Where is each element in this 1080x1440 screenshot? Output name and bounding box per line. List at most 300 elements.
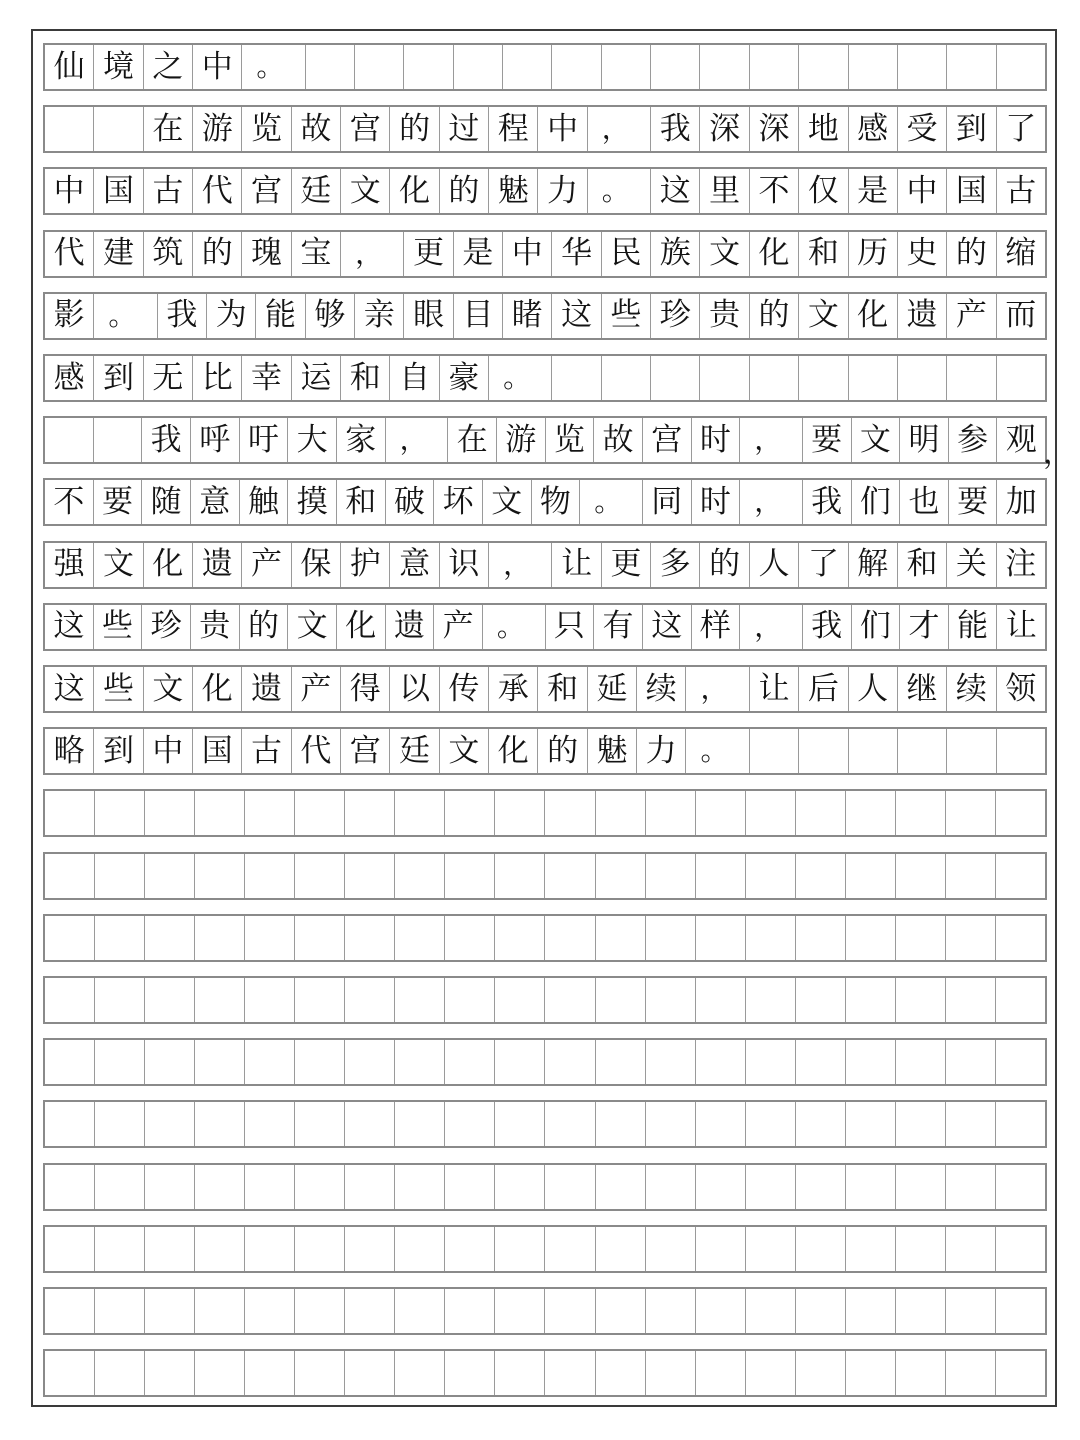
grid-cell-empty [796, 978, 846, 1022]
grid-cell-character: 感 [45, 356, 94, 400]
grid-cell-empty [596, 1165, 646, 1209]
grid-cell-empty [495, 916, 545, 960]
grid-cell-empty [846, 1040, 896, 1084]
grid-cell-character: 触 [240, 480, 289, 524]
grid-cell-empty [495, 1351, 545, 1395]
grid-cell-empty [746, 1102, 796, 1146]
grid-cell-character: 意 [191, 480, 240, 524]
grid-cell-character: 时 [692, 480, 741, 524]
grid-cell-empty [95, 1227, 145, 1271]
grid-cell-empty [846, 791, 896, 835]
grid-cell-empty [245, 1102, 295, 1146]
grid-cell-character: 延 [588, 667, 637, 711]
grid-cell-character: 华 [552, 232, 601, 276]
grid-cell-empty [896, 1165, 946, 1209]
grid-cell-empty [696, 1351, 746, 1395]
grid-cell-character: 不 [45, 480, 94, 524]
grid-cell-character: 故 [594, 418, 643, 462]
grid-cell-empty [395, 1289, 445, 1333]
grid-cell-character: 的 [390, 107, 439, 151]
grid-cell-empty [646, 854, 696, 898]
grid-row [43, 914, 1047, 962]
grid-cell-empty [45, 1351, 95, 1395]
grid-cell-character: ， [740, 418, 803, 462]
grid-cell-empty [696, 916, 746, 960]
grid-cell-character: 眼 [404, 294, 453, 338]
grid-cell-character: 到 [947, 107, 996, 151]
grid-cell-character: 要 [94, 480, 143, 524]
grid-cell-empty [651, 356, 700, 400]
grid-cell-character: 。 [580, 480, 643, 524]
grid-cell-character: 文 [341, 169, 390, 213]
grid-cell-empty [846, 916, 896, 960]
grid-cell-empty [454, 45, 503, 89]
grid-cell-character: 家 [337, 418, 386, 462]
grid-cell-empty [295, 978, 345, 1022]
grid-cell-empty [896, 1227, 946, 1271]
grid-row [43, 354, 1047, 402]
grid-cell-character: 到 [94, 729, 143, 773]
grid-cell-character: 目 [454, 294, 503, 338]
grid-cell-empty [495, 1102, 545, 1146]
grid-cell-character: 样 [692, 605, 741, 649]
grid-row [43, 1038, 1047, 1086]
grid-cell-character: 里 [700, 169, 749, 213]
grid-cell-empty [996, 1102, 1045, 1146]
grid-cell-empty [395, 1165, 445, 1209]
grid-cell-character: 力 [637, 729, 686, 773]
grid-cell-character: 为 [207, 294, 256, 338]
grid-cell-empty [445, 1040, 495, 1084]
grid-cell-empty [896, 1102, 946, 1146]
grid-cell-empty [896, 1351, 946, 1395]
grid-cell-empty [796, 1165, 846, 1209]
grid-cell-empty [997, 45, 1045, 89]
grid-cell-empty [95, 1165, 145, 1209]
grid-cell-empty [95, 1040, 145, 1084]
grid-cell-character: 。 [686, 729, 749, 773]
grid-cell-empty [596, 1351, 646, 1395]
grid-cell-character: 的 [750, 294, 799, 338]
grid-cell-character: 中 [193, 45, 242, 89]
grid-cell-character: 游 [497, 418, 546, 462]
grid-cell-character: 大 [288, 418, 337, 462]
grid-cell-character: 我 [803, 605, 852, 649]
grid-cell-character: 破 [386, 480, 435, 524]
grid-row [43, 230, 1047, 278]
grid-cell-character: 化 [390, 169, 439, 213]
grid-cell-empty [946, 1165, 996, 1209]
grid-cell-character: 化 [849, 294, 898, 338]
grid-cell-empty [796, 854, 846, 898]
grid-cell-empty [746, 854, 796, 898]
grid-cell-empty [395, 1102, 445, 1146]
grid-cell-character: 产 [242, 543, 291, 587]
grid-cell-character: 强 [45, 543, 94, 587]
grid-cell-empty [445, 978, 495, 1022]
grid-cell-empty [796, 1102, 846, 1146]
grid-cell-character: 睹 [503, 294, 552, 338]
grid-row [43, 976, 1047, 1024]
grid-cell-empty [746, 1165, 796, 1209]
grid-cell-character: 宫 [242, 169, 291, 213]
grid-cell-character: 古 [1005, 172, 1037, 209]
grid-cell-character: 加 [1005, 483, 1037, 520]
grid-cell-empty [750, 729, 799, 773]
grid-cell-empty [596, 1040, 646, 1084]
overflow-punctuation: ， [1043, 436, 1073, 472]
grid-cell-empty [195, 1227, 245, 1271]
grid-cell-character: 注 [1005, 546, 1037, 583]
grid-cell-empty [696, 791, 746, 835]
grid-cell-character: 这 [651, 169, 700, 213]
grid-cell-empty [345, 978, 395, 1022]
grid-cell-empty [997, 356, 1045, 400]
grid-cell-character: 到 [94, 356, 143, 400]
grid-cell-character: 护 [341, 543, 390, 587]
grid-cell-character: 。 [588, 169, 651, 213]
grid-cell-empty [846, 978, 896, 1022]
grid-cell-character: 宫 [643, 418, 692, 462]
grid-cell-empty [345, 791, 395, 835]
grid-cell-empty [896, 978, 946, 1022]
grid-cell-character: 遗 [386, 605, 435, 649]
grid-cell-empty [898, 356, 947, 400]
grid-cell-character: 摸 [288, 480, 337, 524]
grid-cell-empty [646, 1040, 696, 1084]
grid-cell-empty [45, 1102, 95, 1146]
grid-cell-empty [95, 1289, 145, 1333]
grid-cell-empty [445, 1351, 495, 1395]
grid-cell-character: 解 [849, 543, 898, 587]
grid-cell-character: 感 [849, 107, 898, 151]
grid-cell-empty [696, 978, 746, 1022]
grid-cell-empty [145, 1102, 195, 1146]
grid-cell-empty [345, 1040, 395, 1084]
grid-cell-character: 领 [1005, 670, 1037, 707]
grid-cell-character: 故 [292, 107, 341, 151]
grid-cell-character: 瑰 [242, 232, 291, 276]
grid-cell-character: 观 [1005, 421, 1037, 458]
grid-cell-empty [849, 356, 898, 400]
grid-cell-empty [596, 1227, 646, 1271]
grid-cell-character: 明 [900, 418, 949, 462]
grid-cell-character: 珍 [651, 294, 700, 338]
grid-cell-empty [295, 1289, 345, 1333]
grid-row [43, 665, 1047, 713]
grid-cell-empty [596, 1289, 646, 1333]
grid-cell-empty [947, 729, 996, 773]
grid-cell-empty [245, 1227, 295, 1271]
grid-cell-empty [996, 1040, 1045, 1084]
grid-cell-character: 化 [144, 543, 193, 587]
grid-cell-empty [545, 916, 595, 960]
grid-cell-empty [996, 1289, 1045, 1333]
grid-cell-empty [846, 854, 896, 898]
grid-cell-character: 要 [949, 480, 998, 524]
grid-cell-empty [596, 854, 646, 898]
grid-cell-empty [245, 854, 295, 898]
grid-cell-empty [946, 978, 996, 1022]
grid-cell-character: 宝 [292, 232, 341, 276]
grid-cell-character: 览 [546, 418, 595, 462]
grid-cell-character: 略 [45, 729, 94, 773]
grid-cell-character: ， [740, 605, 803, 649]
grid-cell-empty [45, 791, 95, 835]
grid-cell-character: 些 [94, 605, 143, 649]
grid-cell-character: 我 [651, 107, 700, 151]
grid-cell-character: 自 [390, 356, 439, 400]
grid-cell-character: 史 [898, 232, 947, 276]
grid-cell-character: 文 [288, 605, 337, 649]
grid-cell-character: 在 [448, 418, 497, 462]
grid-cell-empty [796, 791, 846, 835]
grid-cell-character: 们 [852, 605, 901, 649]
grid-cell-character: 能 [949, 605, 998, 649]
grid-cell-empty [750, 45, 799, 89]
grid-cell-character: 缩 [1005, 235, 1037, 272]
grid-cell-character: 文 [799, 294, 848, 338]
grid-cell-empty [45, 107, 94, 151]
grid-cell-empty [345, 1351, 395, 1395]
grid-cell-character: 文 [852, 418, 901, 462]
grid-cell-empty [846, 1227, 896, 1271]
grid-cell-empty [946, 791, 996, 835]
grid-cell-empty [145, 854, 195, 898]
grid-cell-empty [94, 418, 143, 462]
grid-cell-empty [195, 978, 245, 1022]
grid-cell-character: 我 [142, 418, 191, 462]
grid-cell-empty [696, 1289, 746, 1333]
grid-cell-empty [700, 356, 749, 400]
grid-cell-empty [946, 1102, 996, 1146]
grid-cell-character: 物 [532, 480, 581, 524]
grid-cell-empty [245, 1165, 295, 1209]
grid-cell-character: 随 [142, 480, 191, 524]
grid-cell-empty [445, 1227, 495, 1271]
grid-cell-character: 意 [390, 543, 439, 587]
grid-cell-empty [345, 1102, 395, 1146]
grid-cell-empty [602, 356, 651, 400]
grid-cell-empty [746, 1227, 796, 1271]
grid-cell-empty [145, 916, 195, 960]
grid-cell-empty [195, 1351, 245, 1395]
grid-cell-empty [245, 916, 295, 960]
grid-cell-character: 同 [643, 480, 692, 524]
grid-cell-empty [45, 978, 95, 1022]
grid-cell-empty [996, 1351, 1045, 1395]
grid-cell-character: 过 [440, 107, 489, 151]
grid-cell-empty [796, 1040, 846, 1084]
grid-cell-empty [696, 1102, 746, 1146]
grid-cell-empty [545, 791, 595, 835]
grid-cell-empty [996, 791, 1045, 835]
grid-cell-empty [646, 1102, 696, 1146]
grid-cell-empty [295, 916, 345, 960]
grid-cell-character: 古 [144, 169, 193, 213]
grid-cell-empty [796, 916, 846, 960]
grid-cell-empty [696, 1227, 746, 1271]
grid-cell-empty [545, 978, 595, 1022]
grid-cell-empty [345, 1227, 395, 1271]
grid-cell-empty [195, 1040, 245, 1084]
grid-cell-character: ， [686, 667, 749, 711]
grid-cell-character: 化 [750, 232, 799, 276]
grid-cell-character: 这 [643, 605, 692, 649]
grid-cell-empty [495, 1165, 545, 1209]
grid-cell-character: 传 [440, 667, 489, 711]
grid-cell-empty [395, 791, 445, 835]
grid-cell-character: 筑 [144, 232, 193, 276]
grid-cell-character: 魅 [489, 169, 538, 213]
grid-cell-character: 比 [193, 356, 242, 400]
grid-cell-empty [195, 1165, 245, 1209]
grid-cell-empty [946, 916, 996, 960]
grid-cell-character: 遗 [193, 543, 242, 587]
grid-cell-empty [95, 854, 145, 898]
grid-row [43, 727, 1047, 775]
grid-cell-character: 我 [158, 294, 207, 338]
grid-cell-empty [395, 1351, 445, 1395]
grid-cell-empty [997, 729, 1045, 773]
grid-cell-empty [404, 45, 453, 89]
grid-cell-empty [646, 1227, 696, 1271]
grid-row [43, 167, 1047, 215]
grid-cell-character: 关 [947, 543, 996, 587]
grid-cell-empty [896, 854, 946, 898]
grid-cell-empty [947, 356, 996, 400]
grid-cell-empty [195, 1289, 245, 1333]
grid-cell-character: 文 [483, 480, 532, 524]
grid-cell-empty [145, 978, 195, 1022]
grid-cell-character: 有 [594, 605, 643, 649]
grid-cell-character: 的 [440, 169, 489, 213]
grid-cell-empty [195, 1102, 245, 1146]
grid-cell-empty [95, 1351, 145, 1395]
grid-cell-empty [596, 978, 646, 1022]
grid-cell-character: 而 [1005, 297, 1037, 334]
grid-cell-empty [545, 1351, 595, 1395]
grid-cell-empty [646, 916, 696, 960]
grid-cell-character: 国 [947, 169, 996, 213]
grid-cell-character: 吁 [240, 418, 289, 462]
grid-cell-empty [700, 45, 749, 89]
grid-cell-empty [95, 978, 145, 1022]
grid-row [43, 1163, 1047, 1211]
grid-cell-character: 续 [947, 667, 996, 711]
grid-cell-empty [45, 854, 95, 898]
grid-cell-empty [495, 1040, 545, 1084]
grid-cell-empty [545, 1040, 595, 1084]
grid-cell-empty [295, 1165, 345, 1209]
grid-row [43, 603, 1047, 651]
grid-cell-empty [696, 854, 746, 898]
grid-cell-empty [495, 1289, 545, 1333]
grid-cell-character: 程 [489, 107, 538, 151]
grid-cell-empty [896, 791, 946, 835]
grid-cell-character: 了 [1005, 110, 1037, 147]
grid-cell-empty [45, 418, 94, 462]
grid-cell-character: 化 [337, 605, 386, 649]
grid-cell-character: 够 [306, 294, 355, 338]
grid-cell-empty [495, 791, 545, 835]
grid-cell-character: 让 [750, 667, 799, 711]
grid-cell-character: 受 [898, 107, 947, 151]
grid-cell-empty [94, 107, 143, 151]
grid-cell-empty [746, 1351, 796, 1395]
grid-cell-empty [145, 791, 195, 835]
grid-cell-empty [696, 1040, 746, 1084]
grid-cell-empty [947, 45, 996, 89]
grid-cell-character: 文 [440, 729, 489, 773]
grid-cell-character: 国 [94, 169, 143, 213]
grid-cell-empty [646, 978, 696, 1022]
grid-cell-character: 遗 [242, 667, 291, 711]
grid-cell-character: 遗 [898, 294, 947, 338]
grid-cell-empty [545, 1102, 595, 1146]
grid-cell-character: 魅 [588, 729, 637, 773]
grid-cell-empty [95, 1102, 145, 1146]
grid-cell-empty [145, 1040, 195, 1084]
grid-cell-character: 更 [602, 543, 651, 587]
grid-cell-empty [195, 791, 245, 835]
grid-row [43, 43, 1047, 91]
grid-cell-character: 力 [538, 169, 587, 213]
grid-cell-empty [849, 45, 898, 89]
grid-cell-empty [596, 791, 646, 835]
grid-cell-empty [295, 854, 345, 898]
grid-cell-character: 得 [341, 667, 390, 711]
grid-row [43, 1349, 1047, 1397]
grid-cell-empty [746, 1289, 796, 1333]
grid-cell-character: 让 [552, 543, 601, 587]
grid-cell-empty [195, 916, 245, 960]
grid-cell-character: 继 [898, 667, 947, 711]
grid-cell-empty [996, 854, 1045, 898]
grid-cell-character: 人 [750, 543, 799, 587]
grid-cell-character: 文 [94, 543, 143, 587]
grid-cell-empty [495, 854, 545, 898]
grid-cell-character: 览 [242, 107, 291, 151]
grid-cell-character: 的 [700, 543, 749, 587]
grid-cell-empty [646, 791, 696, 835]
grid-cell-character: 无 [144, 356, 193, 400]
grid-cell-character: 续 [637, 667, 686, 711]
grid-cell-empty [45, 1040, 95, 1084]
grid-cell-empty [45, 1227, 95, 1271]
grid-cell-empty [345, 1165, 395, 1209]
grid-cell-empty [946, 854, 996, 898]
grid-cell-character: 以 [390, 667, 439, 711]
grid-row [43, 1287, 1047, 1335]
grid-cell-empty [355, 45, 404, 89]
grid-cell-empty [799, 45, 848, 89]
grid-cell-empty [395, 854, 445, 898]
grid-cell-empty [898, 45, 947, 89]
grid-cell-empty [799, 729, 848, 773]
grid-cell-empty [395, 916, 445, 960]
grid-cell-character: 仙 [45, 45, 94, 89]
grid-row [43, 1225, 1047, 1273]
grid-row [43, 1100, 1047, 1148]
grid-cell-empty [996, 1227, 1045, 1271]
grid-row [43, 105, 1047, 153]
grid-cell-character: 化 [193, 667, 242, 711]
grid-cell-empty [602, 45, 651, 89]
grid-cell-character: 仅 [799, 169, 848, 213]
grid-cell-empty [552, 45, 601, 89]
grid-cell-character: 人 [849, 667, 898, 711]
